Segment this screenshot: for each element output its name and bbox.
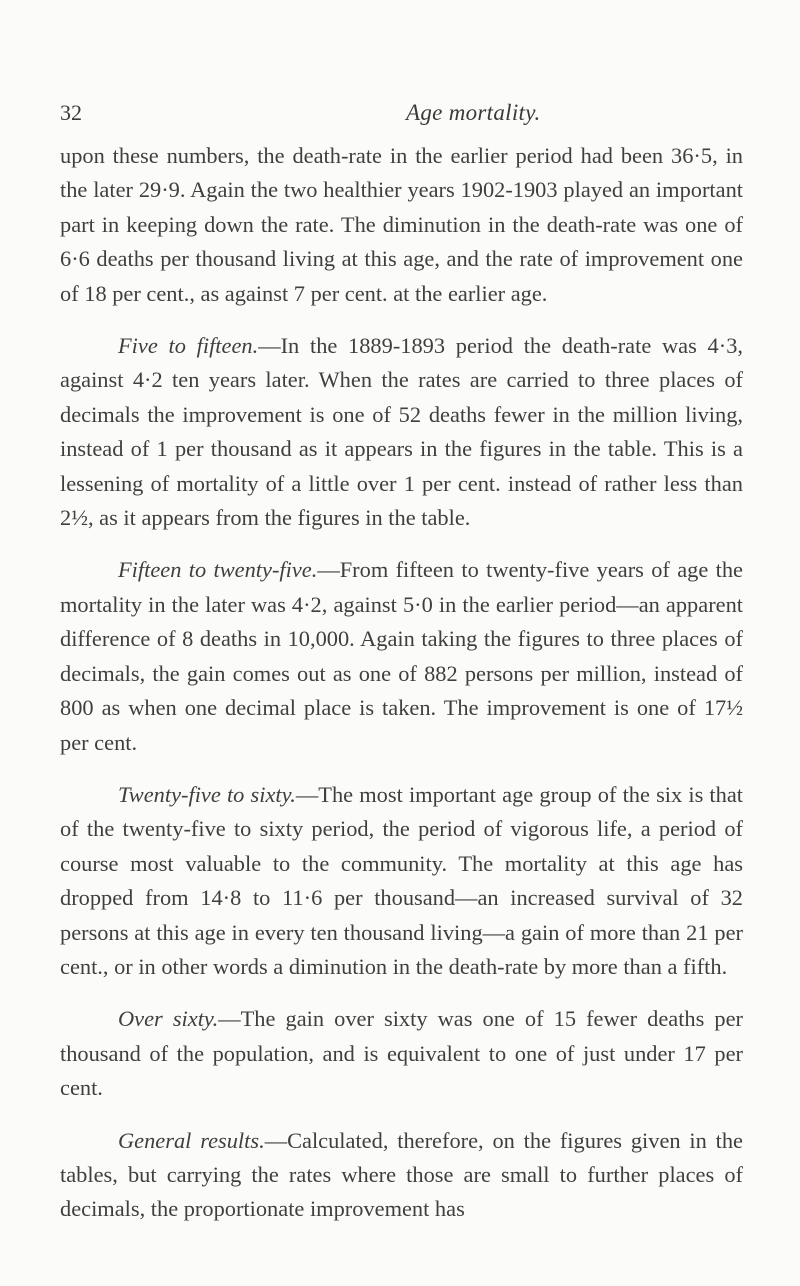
paragraph-over-sixty — [60, 1002, 743, 1105]
page-number: 32 — [60, 100, 82, 125]
paragraph-text: —Calculated, therefore, on the figures given in the tables, but carrying the rates where those are small to further places of decimals, the proportionate improvement has — [60, 1127, 743, 1222]
section-lead: Five to fifteen. — [118, 333, 259, 359]
section-lead: Twenty-five to sixty. — [118, 781, 296, 807]
running-title: Age mortality. — [406, 100, 541, 125]
section-lead: Fifteen to twenty-five. — [118, 557, 318, 583]
paragraph-fifteen-to-twenty-five — [60, 553, 743, 759]
section-lead: Over sixty. — [118, 1006, 219, 1032]
running-head — [60, 100, 740, 134]
paragraph-text: —The most important age group of the six is that of the twenty-five to sixty period, the period of vigorous life, a period of course most valuable to the community. The mortality at this age has dropped from 14·8 to 11·6 per thousand—an increased survival of 32 persons at this age in every ten thousand living—a gain of more than 21 per cent., or in other words a diminution in the death-rate by more than a fifth. — [60, 781, 744, 979]
paragraph-text: upon these numbers, the death-rate in the earlier period had been 36·5, in the later 29·9. Again the two healthier years 1902-1903 played an important part in keeping down the rate. The diminution in the death-rate was one of 6·6 deaths per thousand living at this age, and the rate of improvement one of 18 per cent., as against 7 per cent. at the earlier age. — [60, 143, 743, 306]
body-text — [60, 139, 743, 1227]
paragraph-continuation — [60, 139, 743, 311]
section-lead: General results. — [118, 1127, 265, 1153]
paragraph-text: —In the 1889-1893 period the death-rate was 4·3, against 4·2 ten years later. When the rates are carried to three places of decimals the improvement is one of 52 deaths fewer in the million living, instead of 1 per thousand as it appears in the figures in the table. This is a lessening of mortality of a little over 1 per cent. instead of rather less than 2½, as it appears from the figures in the table. — [60, 333, 743, 531]
paragraph-five-to-fifteen — [60, 329, 743, 535]
paragraph-text: —The gain over sixty was one of 15 fewer deaths per thousand of the population, and is equivalent to one of just under 17 per cent. — [60, 1006, 743, 1101]
paragraph-twenty-five-to-sixty — [60, 778, 743, 984]
paragraph-general-results — [60, 1124, 743, 1227]
paragraph-text: —From fifteen to twenty-five years of age the mortality in the later was 4·2, against 5·0 in the earlier period—an apparent difference of 8 deaths in 10,000. Again taking the figures to three places of decimals, the gain comes out as one of 882 persons per million, instead of 800 as when one decimal place is taken. The improvement is one of 17½ per cent. — [60, 557, 743, 755]
